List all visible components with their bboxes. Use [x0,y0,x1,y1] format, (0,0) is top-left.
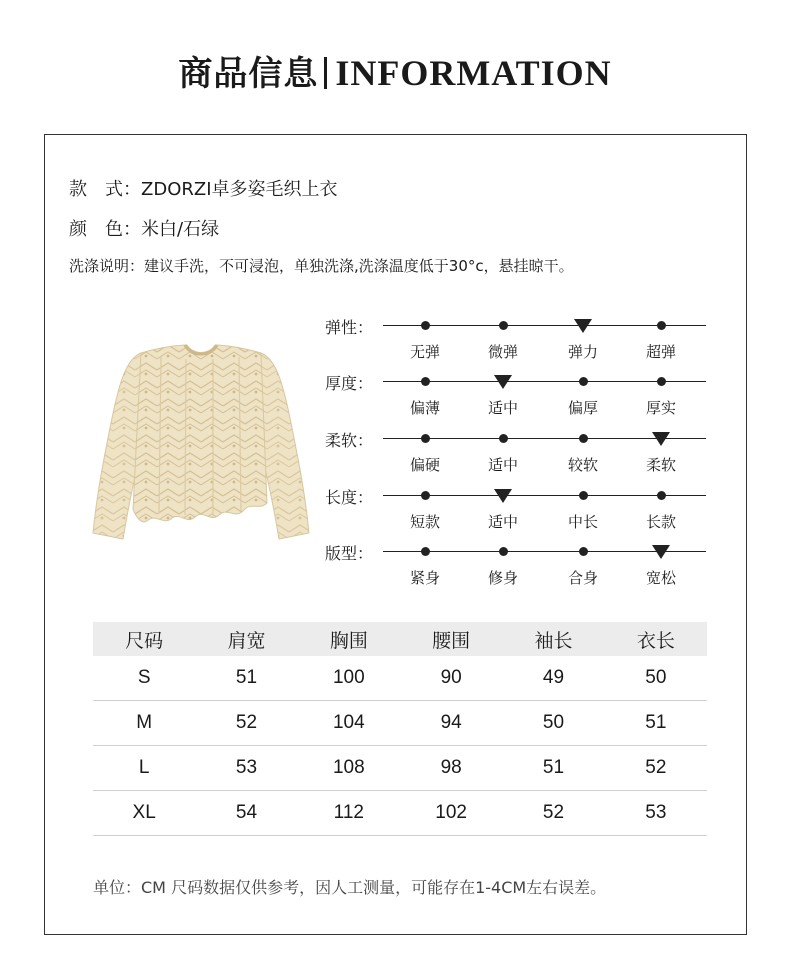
wash-label: 洗涤说明： [69,257,145,275]
column-header: 腰围 [400,622,502,656]
column-header: 衣长 [605,622,707,656]
scale-dot [499,321,508,330]
scale-dot [421,321,430,330]
scale-dot [579,491,588,500]
wash-line [69,255,574,276]
scale-option: 微弹 [487,343,518,361]
color-value: 米白/石绿 [141,219,220,240]
scale-label: 厚度： [325,374,374,393]
scale-option: 偏薄 [409,399,440,417]
table-cell: 50 [605,656,707,701]
scale-row [325,541,725,587]
info-panel [44,134,747,935]
table-cell: 102 [400,791,502,836]
table-cell: S [93,656,195,701]
table-cell: 112 [298,791,400,836]
scale-option: 短款 [409,513,440,531]
scale-option: 适中 [487,513,518,531]
footnote: 单位：CM 尺码数据仅供参考，因人工测量，可能存在1-4CM左右误差。 [93,878,607,897]
scale-option: 较软 [567,456,598,474]
table-cell: 54 [195,791,297,836]
table-cell: 98 [400,746,502,791]
table-cell: 104 [298,701,400,746]
page-title [0,46,790,95]
selected-marker-icon [494,375,512,389]
table-cell: 94 [400,701,502,746]
size-table [93,622,707,836]
scale-dot [499,434,508,443]
size-table-header [93,622,707,656]
selected-marker-icon [652,432,670,446]
scale-option: 合身 [567,569,598,587]
color-line [69,215,219,241]
selected-marker-icon [574,319,592,333]
table-cell: 100 [298,656,400,701]
table-cell: 50 [502,701,604,746]
scale-option: 偏硬 [409,456,440,474]
column-header: 肩宽 [195,622,297,656]
table-row [93,701,707,746]
table-cell: 52 [195,701,297,746]
table-cell: 51 [502,746,604,791]
color-label: 颜 色： [69,219,141,240]
table-row [93,746,707,791]
style-line [69,175,338,201]
style-label: 款 式： [69,179,141,200]
scale-option: 适中 [487,399,518,417]
scale-option: 超弹 [645,343,676,361]
column-header: 袖长 [502,622,604,656]
wash-value: 建议手洗，不可浸泡，单独洗涤,洗涤温度低于30°c，悬挂晾干。 [144,257,574,275]
scale-option: 柔软 [645,456,676,474]
scale-row [325,315,725,361]
table-cell: XL [93,791,195,836]
table-cell: M [93,701,195,746]
table-cell: 51 [195,656,297,701]
table-cell: 53 [195,746,297,791]
scale-option: 弹力 [567,343,598,361]
table-cell: 52 [502,791,604,836]
title-cn: 商品信息 [178,54,319,94]
table-cell: 49 [502,656,604,701]
scale-option: 中长 [567,513,598,531]
scale-dot [657,491,666,500]
scale-option: 宽松 [645,569,676,587]
scale-label: 长度： [325,488,374,507]
table-cell: 52 [605,746,707,791]
scale-dot [421,547,430,556]
scale-row [325,371,725,417]
scale-dot [579,434,588,443]
style-value: ZDORZI卓多姿毛织上衣 [141,179,338,200]
scale-option: 无弹 [409,343,440,361]
scale-option: 修身 [487,569,518,587]
scale-option: 偏厚 [567,399,598,417]
selected-marker-icon [494,489,512,503]
scale-dot [421,434,430,443]
table-row [93,791,707,836]
table-cell: 90 [400,656,502,701]
scale-dot [579,547,588,556]
table-cell: 108 [298,746,400,791]
table-cell: 53 [605,791,707,836]
selected-marker-icon [652,545,670,559]
scale-row [325,428,725,474]
scale-label: 弹性： [325,318,374,337]
scale-label: 版型： [325,544,374,563]
column-header: 尺码 [93,622,195,656]
table-cell: L [93,746,195,791]
scale-option: 长款 [645,513,676,531]
scale-dot [499,547,508,556]
sweater-image [91,343,311,553]
scale-row [325,485,725,531]
scale-dot [421,491,430,500]
scale-dot [657,377,666,386]
scale-dot [657,321,666,330]
table-cell: 51 [605,701,707,746]
scale-dot [421,377,430,386]
scale-option: 厚实 [645,399,676,417]
scale-option: 适中 [487,456,518,474]
title-divider [324,57,327,89]
column-header: 胸围 [298,622,400,656]
scale-option: 紧身 [409,569,440,587]
scale-label: 柔软： [325,431,374,450]
table-row [93,656,707,701]
scale-dot [579,377,588,386]
title-en: INFORMATION [335,53,612,93]
